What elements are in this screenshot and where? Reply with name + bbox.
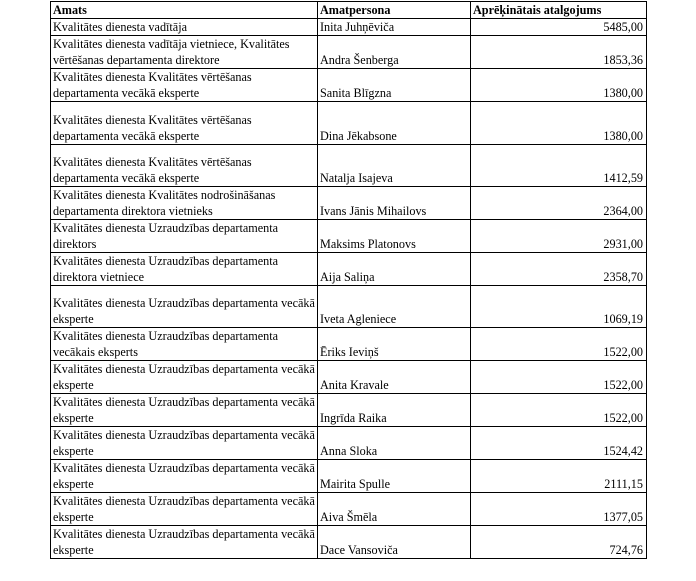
- amats-cell: Kvalitātes dienesta Kvalitātes vērtēšanas departamenta vecākā eksperte: [51, 145, 318, 187]
- amats-cell: Kvalitātes dienesta Uzraudzības departamenta vecākā eksperte: [51, 460, 318, 493]
- amatpersona-cell: Ēriks Ieviņš: [318, 328, 471, 361]
- amats-cell: Kvalitātes dienesta Uzraudzības departamenta vecākā eksperte: [51, 394, 318, 427]
- amats-cell: Kvalitātes dienesta Uzraudzības departamenta vecākā eksperte: [51, 526, 318, 559]
- table-row: [51, 526, 647, 559]
- table-row: [51, 36, 647, 69]
- atalgojums-cell: 2111,15: [471, 460, 647, 493]
- table-row: [51, 460, 647, 493]
- amatpersona-cell: Ingrīda Raika: [318, 394, 471, 427]
- atalgojums-cell: 1522,00: [471, 394, 647, 427]
- table-row: [51, 220, 647, 253]
- amats-cell: Kvalitātes dienesta Uzraudzības departamenta direktors: [51, 220, 318, 253]
- table-row: [51, 69, 647, 102]
- atalgojums-cell: 2931,00: [471, 220, 647, 253]
- table-row: [51, 187, 647, 220]
- atalgojums-cell: 1412,59: [471, 145, 647, 187]
- table-row: [51, 102, 647, 145]
- salary-table: [50, 1, 647, 559]
- atalgojums-cell: 1522,00: [471, 361, 647, 394]
- atalgojums-cell: 2364,00: [471, 187, 647, 220]
- table-row: [51, 394, 647, 427]
- amats-cell: Kvalitātes dienesta Uzraudzības departamenta vecākā eksperte: [51, 427, 318, 460]
- amatpersona-cell: Aiva Šmēla: [318, 493, 471, 526]
- amatpersona-cell: Sanita Blīgzna: [318, 69, 471, 102]
- amats-cell: Kvalitātes dienesta vadītāja: [51, 19, 318, 36]
- atalgojums-cell: 1380,00: [471, 69, 647, 102]
- atalgojums-cell: 1524,42: [471, 427, 647, 460]
- table-header-row: [51, 2, 647, 19]
- amatpersona-cell: Andra Šenberga: [318, 36, 471, 69]
- amatpersona-cell: Natalja Isajeva: [318, 145, 471, 187]
- table-body: [51, 19, 647, 559]
- atalgojums-cell: 5485,00: [471, 19, 647, 36]
- amats-cell: Kvalitātes dienesta Kvalitātes nodrošināšanas departamenta direktora vietnieks: [51, 187, 318, 220]
- amatpersona-cell: Dace Vansoviča: [318, 526, 471, 559]
- atalgojums-cell: 1069,19: [471, 286, 647, 328]
- amatpersona-cell: Aija Saliņa: [318, 253, 471, 286]
- amats-cell: Kvalitātes dienesta Uzraudzības departamenta vecākā eksperte: [51, 286, 318, 328]
- amats-cell: Kvalitātes dienesta Uzraudzības departamenta direktora vietniece: [51, 253, 318, 286]
- amats-cell: Kvalitātes dienesta Uzraudzības departamenta vecākais eksperts: [51, 328, 318, 361]
- table-row: [51, 361, 647, 394]
- amats-cell: Kvalitātes dienesta Kvalitātes vērtēšanas departamenta vecākā eksperte: [51, 69, 318, 102]
- table-row: [51, 145, 647, 187]
- amatpersona-cell: Mairita Spulle: [318, 460, 471, 493]
- amatpersona-cell: Anita Kravale: [318, 361, 471, 394]
- atalgojums-cell: 1377,05: [471, 493, 647, 526]
- atalgojums-cell: 1853,36: [471, 36, 647, 69]
- header-amatpersona: Amatpersona: [318, 2, 471, 19]
- table-row: [51, 328, 647, 361]
- header-atalgojums: Aprēķinātais atalgojums: [471, 2, 647, 19]
- amats-cell: Kvalitātes dienesta vadītāja vietniece, Kvalitātes vērtēšanas departamenta direktore: [51, 36, 318, 69]
- amats-cell: Kvalitātes dienesta Uzraudzības departamenta vecākā eksperte: [51, 493, 318, 526]
- amatpersona-cell: Dina Jēkabsone: [318, 102, 471, 145]
- table-row: [51, 427, 647, 460]
- amatpersona-cell: Ivans Jānis Mihailovs: [318, 187, 471, 220]
- table-row: [51, 253, 647, 286]
- amatpersona-cell: Anna Sloka: [318, 427, 471, 460]
- amatpersona-cell: Iveta Agleniece: [318, 286, 471, 328]
- amats-cell: Kvalitātes dienesta Uzraudzības departamenta vecākā eksperte: [51, 361, 318, 394]
- atalgojums-cell: 1380,00: [471, 102, 647, 145]
- atalgojums-cell: 724,76: [471, 526, 647, 559]
- amatpersona-cell: Inita Juhņēviča: [318, 19, 471, 36]
- amatpersona-cell: Maksims Platonovs: [318, 220, 471, 253]
- atalgojums-cell: 1522,00: [471, 328, 647, 361]
- atalgojums-cell: 2358,70: [471, 253, 647, 286]
- table-row: [51, 493, 647, 526]
- header-amats: Amats: [51, 2, 318, 19]
- salary-table-page: [50, 1, 647, 559]
- table-row: [51, 286, 647, 328]
- table-row: [51, 19, 647, 36]
- amats-cell: Kvalitātes dienesta Kvalitātes vērtēšanas departamenta vecākā eksperte: [51, 102, 318, 145]
